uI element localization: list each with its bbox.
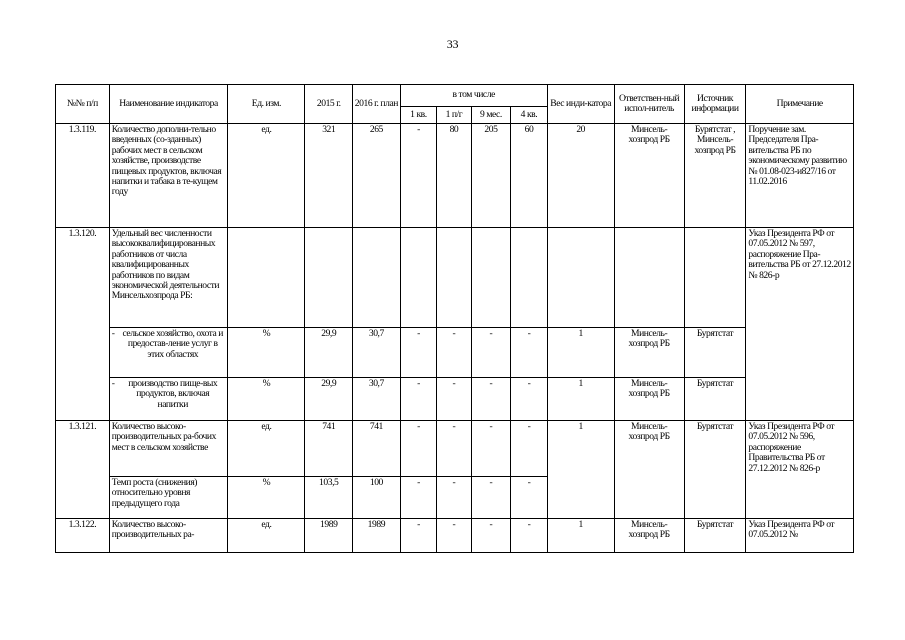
- unit-cell: %: [228, 378, 305, 421]
- source-cell: Бурятстат: [684, 519, 746, 553]
- value-2015: [305, 228, 353, 328]
- responsible-cell: Минсель-хозпрод РБ: [614, 328, 684, 378]
- value-half-year: [437, 228, 471, 328]
- value-q1: -: [400, 519, 437, 553]
- source-cell: [684, 228, 746, 328]
- value-9-months: -: [471, 328, 511, 378]
- note-cell: Указ Президента РФ от 07.05.2012 № 597, распоряжение Пра-вительства РБ от 27.12.2012 № 826-р: [746, 228, 854, 421]
- value-2015: 741: [305, 421, 353, 477]
- page-number: 33: [446, 37, 459, 51]
- value-q1: -: [400, 421, 437, 477]
- header-2016-plan: 2016 г. план: [353, 85, 401, 124]
- header-unit: Ед. изм.: [228, 85, 305, 124]
- header-weight: Вес инди-катора: [547, 85, 614, 124]
- header-name: Наименование индикатора: [109, 85, 228, 124]
- value-9-months: -: [471, 519, 511, 553]
- source-cell: Бурятстат: [684, 328, 746, 378]
- note-cell: Поручение зам. Председателя Пра-вительства РБ по экономическому развитию № 01.08-023-и827/16 от 11.02.2016: [746, 124, 854, 228]
- indicator-name: Количество высоко-производительных ра-: [109, 519, 228, 553]
- value-2016-plan: 100: [353, 477, 401, 519]
- weight-cell: 1: [547, 328, 614, 378]
- table-row: [56, 328, 854, 378]
- header-num: №№ п/п: [56, 85, 110, 124]
- responsible-cell: Минсель-хозпрод РБ: [614, 378, 684, 421]
- indicator-name: Темп роста (снижения) относительно уровня предыдущего года: [109, 477, 228, 519]
- value-2015: 1989: [305, 519, 353, 553]
- weight-cell: 1: [547, 378, 614, 421]
- indicator-name: Количество высоко-производительных ра-бочих мест в сельском хозяйстве: [109, 421, 228, 477]
- value-2016-plan: 1989: [353, 519, 401, 553]
- value-9-months: [471, 228, 511, 328]
- note-cell: Указ Президента РФ от 07.05.2012 №: [746, 519, 854, 553]
- unit-cell: ед.: [228, 421, 305, 477]
- value-q4: -: [511, 421, 548, 477]
- weight-cell: 1: [547, 519, 614, 553]
- value-2016-plan: 30,7: [353, 378, 401, 421]
- value-q4: -: [511, 477, 548, 519]
- table-row: [56, 228, 854, 328]
- list-dash: -: [111, 378, 115, 389]
- value-9-months: 205: [471, 124, 511, 228]
- value-q1: [400, 228, 437, 328]
- value-q4: -: [511, 328, 548, 378]
- value-q1: -: [400, 124, 437, 228]
- responsible-cell: Минсель-хозпрод РБ: [614, 421, 684, 519]
- source-cell: Бурятстат , Минсель-хозпрод РБ: [684, 124, 746, 228]
- header-source: Источник информации: [684, 85, 746, 124]
- header-q4: 4 кв.: [511, 107, 548, 124]
- value-half-year: -: [437, 421, 471, 477]
- unit-cell: [228, 228, 305, 328]
- value-2016-plan: [353, 228, 401, 328]
- value-2015: 29,9: [305, 328, 353, 378]
- value-2015: 321: [305, 124, 353, 228]
- value-2015: 29,9: [305, 378, 353, 421]
- header-2015: 2015 г.: [305, 85, 353, 124]
- value-q4: [511, 228, 548, 328]
- source-cell: Бурятстат: [684, 421, 746, 519]
- responsible-cell: Минсель-хозпрод РБ: [614, 519, 684, 553]
- value-q1: -: [400, 328, 437, 378]
- table-row: [56, 124, 854, 228]
- responsible-cell: Минсель-хозпрод РБ: [614, 124, 684, 228]
- value-q4: -: [511, 519, 548, 553]
- table-row: [56, 519, 854, 553]
- indicator-name: Количество дополни-тельно введенных (со-зданных) рабочих мест в сельском хозяйстве, производстве пищевых продуктов, включая напитки и табака в те-кущем году: [109, 124, 228, 228]
- value-9-months: -: [471, 421, 511, 477]
- value-2016-plan: 741: [353, 421, 401, 477]
- value-half-year: -: [437, 519, 471, 553]
- value-half-year: 80: [437, 124, 471, 228]
- indicator-name: [109, 378, 228, 421]
- row-num: 1.3.120.: [56, 228, 110, 421]
- value-half-year: -: [437, 477, 471, 519]
- list-dash: -: [111, 328, 115, 339]
- unit-cell: ед.: [228, 124, 305, 228]
- value-2016-plan: 30,7: [353, 328, 401, 378]
- responsible-cell: [614, 228, 684, 328]
- row-num: 1.3.121.: [56, 421, 110, 519]
- value-q4: 60: [511, 124, 548, 228]
- unit-cell: %: [228, 328, 305, 378]
- unit-cell: %: [228, 477, 305, 519]
- row-num: 1.3.119.: [56, 124, 110, 228]
- value-2015: 103,5: [305, 477, 353, 519]
- value-half-year: -: [437, 328, 471, 378]
- indicator-name: [109, 328, 228, 378]
- source-cell: Бурятстат: [684, 378, 746, 421]
- value-half-year: -: [437, 378, 471, 421]
- header-row-top: [56, 85, 854, 107]
- weight-cell: 20: [547, 124, 614, 228]
- row-num: 1.3.122.: [56, 519, 110, 553]
- table-row: [56, 378, 854, 421]
- sub-indicator-name: сельское хозяйство, охота и предостав-ление услуг в этих областях: [122, 328, 223, 360]
- weight-cell: 1: [547, 421, 614, 519]
- header-responsible: Ответствен-ный испол-нитель: [614, 85, 684, 124]
- weight-cell: [547, 228, 614, 328]
- value-2016-plan: 265: [353, 124, 401, 228]
- sub-indicator-name: производство пище-вых продуктов, включая напитки: [128, 378, 218, 410]
- header-half-year: 1 п/г: [437, 107, 471, 124]
- indicator-name: Удельный вес численности высококвалифицированных работников от числа квалифицированных работников по видам экономической деятельности Минсельхозпрода РБ:: [109, 228, 228, 328]
- header-9-months: 9 мес.: [471, 107, 511, 124]
- value-q1: -: [400, 477, 437, 519]
- header-q1: 1 кв.: [400, 107, 437, 124]
- value-q4: -: [511, 378, 548, 421]
- value-9-months: -: [471, 378, 511, 421]
- indicators-table: [55, 84, 854, 553]
- unit-cell: ед.: [228, 519, 305, 553]
- value-q1: -: [400, 378, 437, 421]
- value-9-months: -: [471, 477, 511, 519]
- header-including: в том числе: [400, 85, 547, 107]
- header-note: Примечание: [746, 85, 854, 124]
- table-row: [56, 421, 854, 477]
- note-cell: Указ Президента РФ от 07.05.2012 № 596, распоряжение Правительства РБ от 27.12.2012 № 826-р: [746, 421, 854, 519]
